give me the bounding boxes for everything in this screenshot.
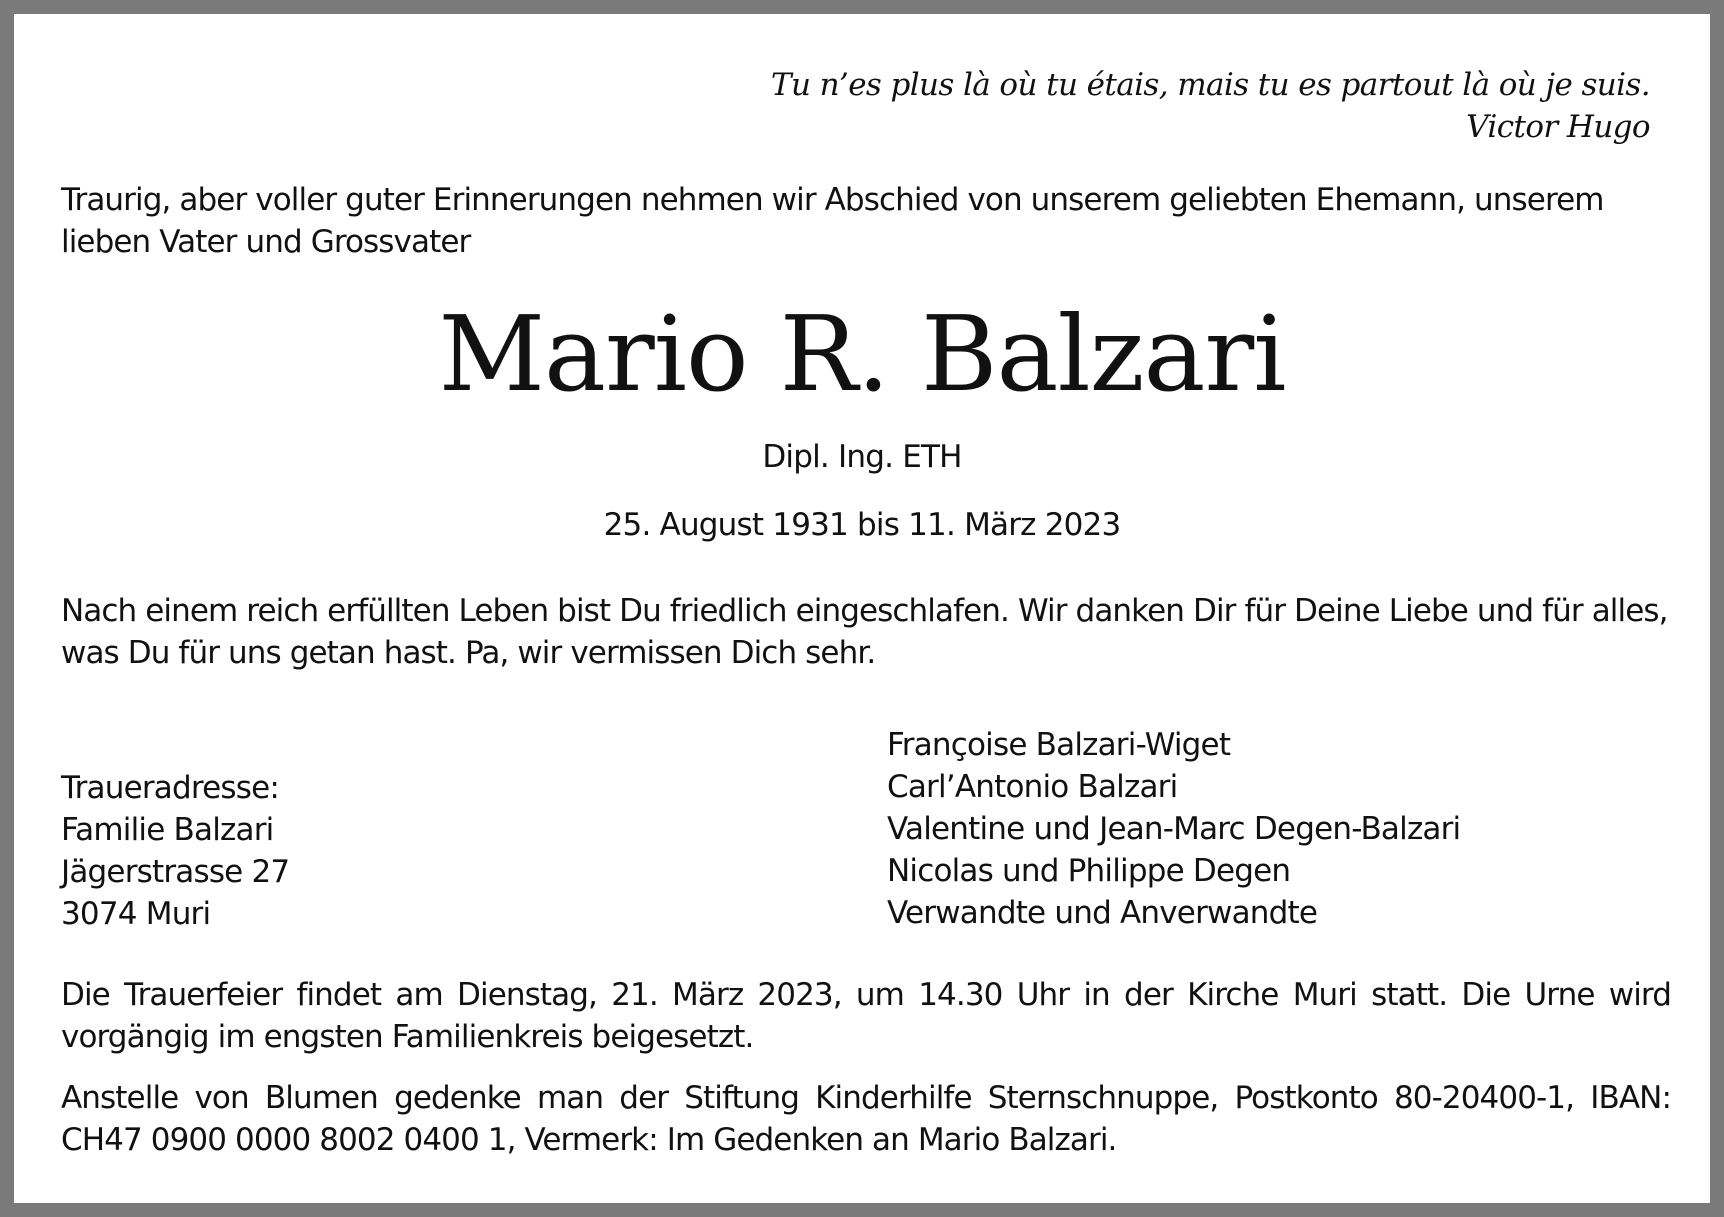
deceased-title: Dipl. Ing. ETH <box>762 439 962 475</box>
farewell-message: Nach einem reich erfüllten Leben bist Du friedlich eingeschlafen. Wir danken Dir für Deine Liebe und für alles, was Du für uns getan hast. Pa, wir vermissen Dich sehr. <box>61 593 1668 671</box>
address-city: 3074 Muri <box>61 896 211 932</box>
family-member: Verwandte und Anverwandte <box>887 895 1318 931</box>
mourning-address <box>61 767 289 935</box>
family-member: Valentine und Jean-Marc Degen-Balzari <box>887 811 1461 847</box>
family-member: Françoise Balzari-Wiget <box>887 727 1231 763</box>
family-member: Carl’Antonio Balzari <box>887 769 1178 805</box>
life-dates: 25. August 1931 bis 11. März 2023 <box>603 507 1121 543</box>
deceased-name: Mario R. Balzari <box>438 293 1286 415</box>
family-list <box>887 724 1460 934</box>
donation-info: Anstelle von Blumen gedenke man der Stiftung Kinderhilfe Sternschnuppe, Postkonto 80-20400-1, IBAN: CH47 0900 0000 8002 0400 1, Vermerk: Im Gedenken an Mario Balzari. <box>61 1080 1671 1158</box>
obituary-notice <box>14 14 1710 1203</box>
ceremony-info: Die Trauerfeier findet am Dienstag, 21. März 2023, um 14.30 Uhr in der Kirche Muri statt. Die Urne wird vorgängig im engsten Familienkreis beigesetzt. <box>61 977 1671 1055</box>
quote-block <box>771 64 1650 148</box>
quote-text: Tu n’es plus là où tu étais, mais tu es partout là où je suis. <box>770 67 1650 103</box>
address-family: Familie Balzari <box>61 812 274 848</box>
address-label: Traueradresse: <box>61 770 280 806</box>
intro-text: Traurig, aber voller guter Erinnerungen nehmen wir Abschied von unserem geliebten Ehemann, unserem lieben Vater und Grossvater <box>61 182 1604 260</box>
family-member: Nicolas und Philippe Degen <box>887 853 1291 889</box>
quote-author: Victor Hugo <box>1466 109 1650 145</box>
address-street: Jägerstrasse 27 <box>61 854 290 890</box>
